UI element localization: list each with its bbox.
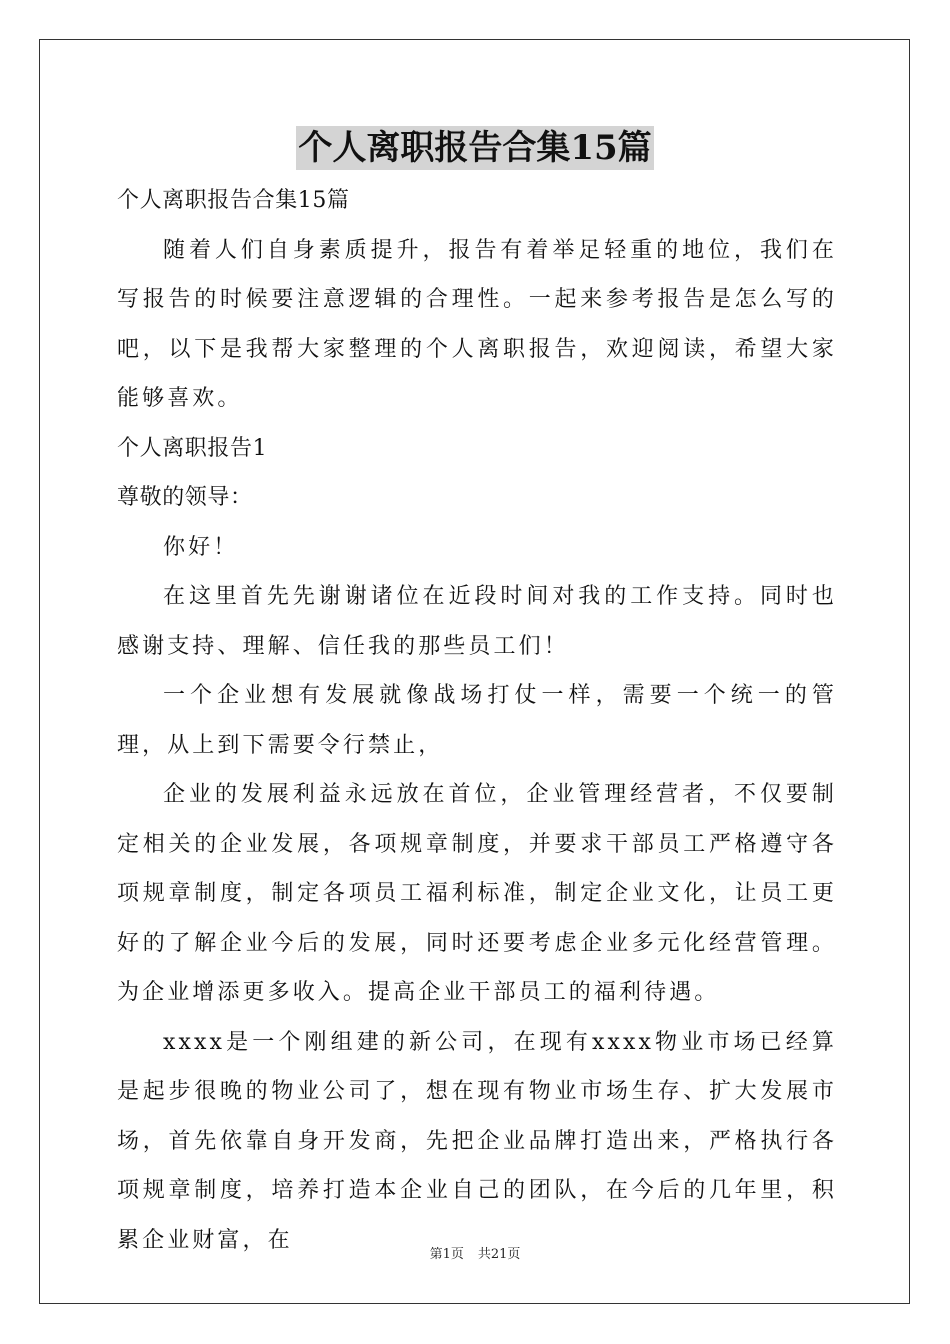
page-total: 共21页 bbox=[477, 1247, 521, 1262]
salutation: 尊敬的领导： bbox=[117, 485, 253, 510]
body-paragraph: xxxx是一个刚组建的新公司，在现有xxxx物业市场已经算是起步很晚的物业公司了，想在现有物业市场生存、扩大发展市场，首先依靠自身开发商，先把企业品牌打造出来，严格执行各项规章制度，培养打造本企业自己的团队，在今后的几年里，积累企业财富，在 bbox=[117, 1029, 837, 1253]
body-paragraph: 一个企业想有发展就像战场打仗一样，需要一个统一的管理，从上到下需要令行禁止， bbox=[117, 683, 837, 758]
greeting: 你好！ bbox=[163, 534, 239, 560]
document-title: 个人离职报告合集15篇 bbox=[298, 128, 652, 168]
page-footer bbox=[0, 1246, 950, 1264]
title-container bbox=[0, 126, 950, 170]
page-number: 第1页 bbox=[429, 1247, 464, 1262]
body-paragraph: 企业的发展利益永远放在首位，企业管理经营者，不仅要制定相关的企业发展，各项规章制度，并要求干部员工严格遵守各项规章制度，制定各项员工福利标准，制定企业文化，让员工更好的了解企业今后的发展，同时还要考虑企业多元化经营管理。为企业增添更多收入。提高企业干部员工的福利待遇。 bbox=[117, 782, 837, 1005]
body-paragraph: 在这里首先先谢谢诸位在近段时间对我的工作支持。同时也感谢支持、理解、信任我的那些员工们！ bbox=[117, 584, 837, 659]
section-heading: 个人离职报告1 bbox=[117, 435, 268, 461]
intro-paragraph: 随着人们自身素质提升，报告有着举足轻重的地位，我们在写报告的时候要注意逻辑的合理性。一起来参考报告是怎么写的吧，以下是我帮大家整理的个人离职报告，欢迎阅读，希望大家能够喜欢。 bbox=[117, 237, 837, 411]
document-subtitle: 个人离职报告合集15篇 bbox=[117, 188, 350, 213]
document-body bbox=[117, 176, 837, 1265]
